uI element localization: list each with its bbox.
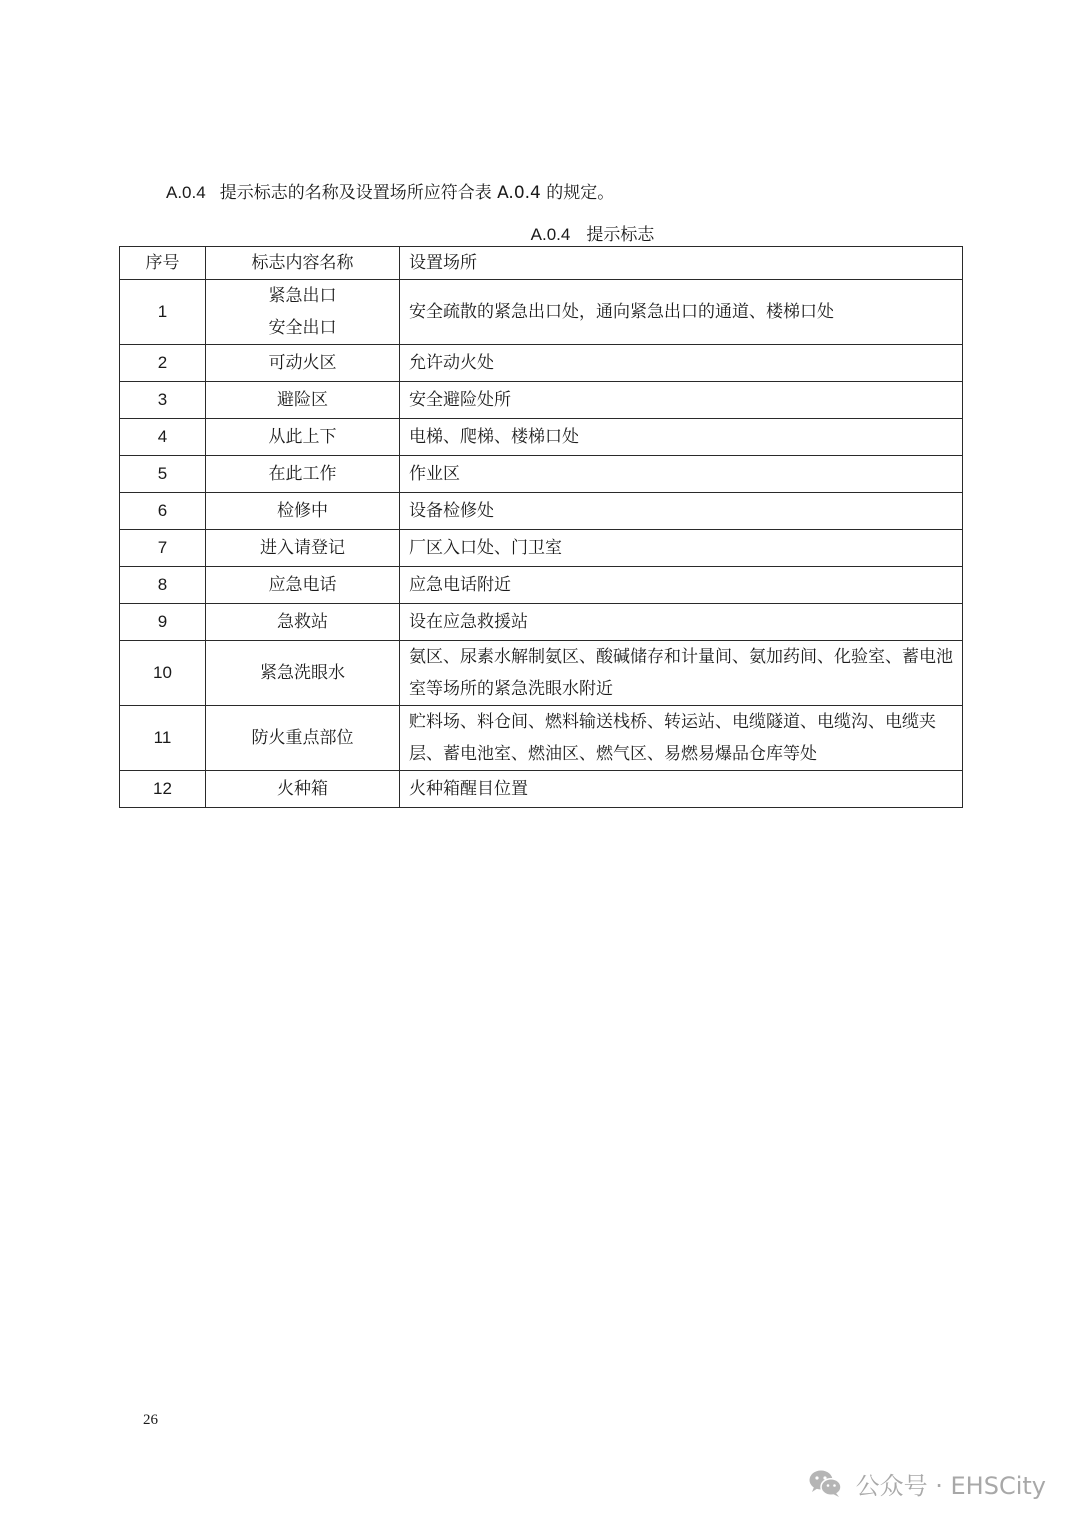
row-sign-name: 避险区	[206, 382, 400, 419]
watermark-text: 公众号 · EHSCity	[855, 1472, 1046, 1500]
header-location: 设置场所	[400, 247, 963, 280]
row-number: 12	[120, 771, 206, 808]
row-sign-name: 进入请登记	[206, 530, 400, 567]
row-location: 应急电话附近	[400, 567, 963, 604]
signs-table	[119, 246, 963, 808]
row-number: 3	[120, 382, 206, 419]
watermark	[808, 1466, 1046, 1501]
intro-paragraph	[166, 180, 614, 206]
wechat-icon	[808, 1469, 844, 1499]
page-number: 26	[143, 1412, 158, 1428]
row-sign-name	[206, 280, 400, 345]
table-row	[120, 530, 963, 567]
row-location: 厂区入口处、门卫室	[400, 530, 963, 567]
row-number: 10	[120, 641, 206, 706]
sign-name-line: 安全出口	[268, 318, 337, 338]
table-row	[120, 641, 963, 706]
table-row	[120, 456, 963, 493]
row-location: 安全疏散的紧急出口处，通向紧急出口的通道、楼梯口处	[400, 280, 963, 345]
table-caption-number: A.0.4	[530, 225, 571, 244]
row-location: 电梯、爬梯、楼梯口处	[400, 419, 963, 456]
header-number: 序号	[120, 247, 206, 280]
row-sign-name: 检修中	[206, 493, 400, 530]
row-location: 安全避险处所	[400, 382, 963, 419]
row-location: 设备检修处	[400, 493, 963, 530]
table-row	[120, 493, 963, 530]
table-row	[120, 280, 963, 345]
row-number: 1	[120, 280, 206, 345]
row-number: 8	[120, 567, 206, 604]
row-sign-name: 火种箱	[206, 771, 400, 808]
table-caption-title: 提示标志	[586, 225, 655, 245]
row-number: 4	[120, 419, 206, 456]
row-location: 火种箱醒目位置	[400, 771, 963, 808]
row-number: 5	[120, 456, 206, 493]
row-sign-name: 应急电话	[206, 567, 400, 604]
row-number: 6	[120, 493, 206, 530]
table-caption	[119, 222, 962, 248]
row-location: 贮料场、料仓间、燃料输送栈桥、转运站、电缆隧道、电缆沟、电缆夹层、蓄电池室、燃油区、燃气区、易燃易爆品仓库等处	[400, 706, 963, 771]
row-number: 9	[120, 604, 206, 641]
table-row	[120, 771, 963, 808]
table-row	[120, 604, 963, 641]
row-location: 氨区、尿素水解制氨区、酸碱储存和计量间、氨加药间、化验室、蓄电池室等场所的紧急洗眼水附近	[400, 641, 963, 706]
intro-text: 提示标志的名称及设置场所应符合表 A.0.4 的规定。	[219, 183, 615, 203]
row-number: 11	[120, 706, 206, 771]
row-location: 作业区	[400, 456, 963, 493]
row-number: 2	[120, 345, 206, 382]
table-row	[120, 382, 963, 419]
table-row	[120, 419, 963, 456]
table-header-row	[120, 247, 963, 280]
table-row	[120, 567, 963, 604]
header-sign-name: 标志内容名称	[206, 247, 400, 280]
row-sign-name: 防火重点部位	[206, 706, 400, 771]
clause-number: A.0.4	[166, 183, 206, 202]
row-sign-name: 急救站	[206, 604, 400, 641]
row-location: 设在应急救援站	[400, 604, 963, 641]
table-row	[120, 706, 963, 771]
row-sign-name: 紧急洗眼水	[206, 641, 400, 706]
sign-name-line: 紧急出口	[268, 286, 337, 306]
row-number: 7	[120, 530, 206, 567]
row-sign-name: 可动火区	[206, 345, 400, 382]
row-location: 允许动火处	[400, 345, 963, 382]
row-sign-name: 从此上下	[206, 419, 400, 456]
row-sign-name: 在此工作	[206, 456, 400, 493]
table-row	[120, 345, 963, 382]
